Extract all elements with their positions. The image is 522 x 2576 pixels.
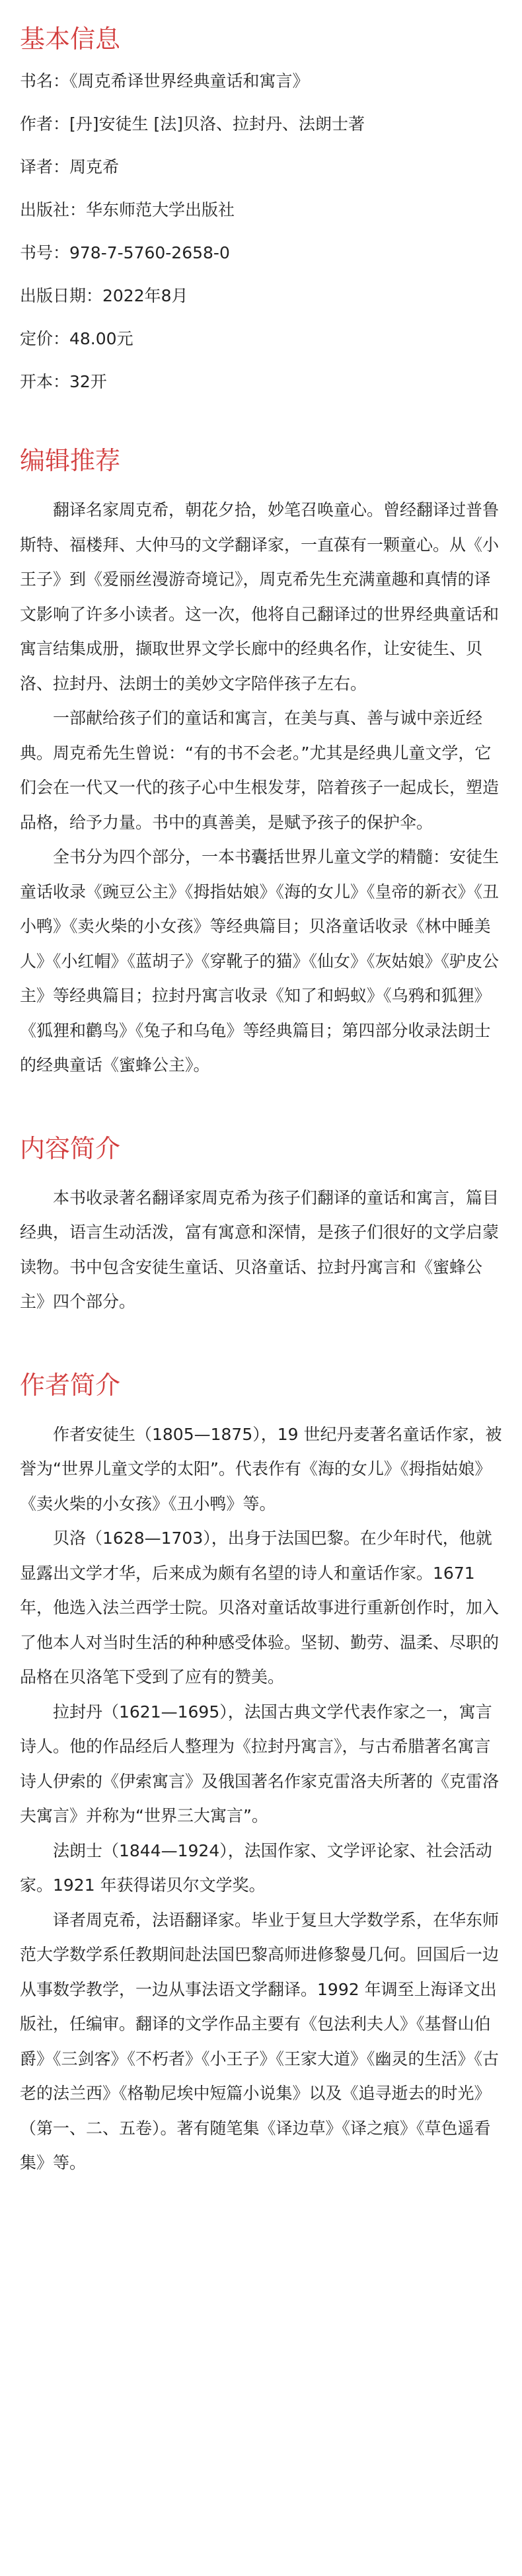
author-paragraph: 法朗士（1844—1924），法国作家、文学评论家、社会活动家。1921 年获得诺贝尔文学奖。 [20, 1840, 492, 1895]
author-line: 作者：[丹]安徒生 [法]贝洛、拉封丹、法朗士著 [20, 114, 365, 133]
content-paragraph: 本书收录著名翻译家周克希为孩子们翻译的童话和寓言，篇目经典，语言生动活泼，富有寓意和深情，是孩子们很好的文学启蒙读物。书中包含安徒生童话、贝洛童话、拉封丹寓言和《蜜蜂公主》四个部分。 [20, 1188, 500, 1311]
editor-recommend-title: 编辑推荐 [20, 446, 121, 475]
author-paragraph: 作者安徒生（1805—1875），19 世纪丹麦著名童话作家，被誉为“世界儿童文学的太阳”。代表作有《海的女儿》《拇指姑娘》《卖火柴的小女孩》《丑小鸭》等。 [20, 1424, 502, 1513]
book-info-page [0, 26, 522, 2181]
recommend-paragraph: 一部献给孩子们的童话和寓言，在美与真、善与诚中亲近经典。周克希先生曾说：“有的书不会老。”尤其是经典儿童文学，它们会在一代又一代的孩子心中生根发芽，陪着孩子一起成长，塑造品格，给予力量。书中的真善美，是赋予孩子的保护伞。 [20, 708, 500, 832]
translator-paragraph: 译者周克希，法语翻译家。毕业于复旦大学数学系，在华东师范大学数学系任教期间赴法国巴黎高师进修黎曼几何。回国后一边从事数学教学，一边从事法语文学翻译。1992 年调至上海译文出版社，任编审。翻译的文学作品主要有《包法利夫人》《基督山伯爵》《三剑客》《不朽者》《小王子》《王家大道》《幽灵的生活》《古老的法兰西》《格勒尼埃中短篇小说集》以及《追寻逝去的时光》（第一、二、五卷）。著有随笔集《译边草》《译之痕》《草色遥看集》等。 [20, 1910, 500, 2172]
author-intro-section [20, 1370, 502, 2181]
recommend-paragraph: 全书分为四个部分，一本书囊括世界儿童文学的精髓：安徒生童话收录《豌豆公主》《拇指姑娘》《海的女儿》《皇帝的新衣》《丑小鸭》《卖火柴的小女孩》等经典篇目；贝洛童话收录《林中睡美人》《小红帽》《蓝胡子》《穿靴子的猫》《仙女》《灰姑娘》《驴皮公主》等经典篇目；拉封丹寓言收录《知了和蚂蚁》《乌鸦和狐狸》《狐狸和鹳鸟》《兔子和乌龟》等经典篇目；第四部分收录法朗士的经典童话《蜜蜂公主》。 [20, 847, 500, 1075]
format-line: 开本：32开 [20, 372, 107, 391]
publisher-line: 出版社：华东师范大学出版社 [20, 200, 235, 219]
recommend-paragraph: 翻译名家周克希，朝花夕拾，妙笔召唤童心。曾经翻译过普鲁斯特、福楼拜、大仲马的文学翻译家，一直葆有一颗童心。从《小王子》到《爱丽丝漫游奇境记》，周克希先生充满童趣和真情的译文影响了许多小读者。这一次，他将自己翻译过的世界经典童话和寓言结集成册，撷取世界文学长廊中的经典名作，让安徒生、贝洛、拉封丹、法朗士的美妙文字陪伴孩子左右。 [20, 500, 500, 693]
price-line: 定价：48.00元 [20, 329, 133, 348]
publish-date-line: 出版日期：2022年8月 [20, 286, 188, 305]
editor-recommend-section [20, 448, 502, 1083]
translator-line: 译者：周克希 [20, 157, 120, 176]
author-paragraph: 贝洛（1628—1703），出身于法国巴黎。在少年时代，他就显露出文学才华，后来成为颇有名望的诗人和童话作家。1671 年，他选入法兰西学士院。贝洛对童话故事进行重新创作时，加入了他本人对当时生活的种种感受体验。坚韧、勤劳、温柔、尽职的品格在贝洛笔下受到了应有的赞美。 [20, 1529, 500, 1686]
basic-info-section [20, 26, 502, 392]
basic-info-list [20, 71, 502, 392]
author-intro-title: 作者简介 [20, 1370, 121, 1400]
author-paragraph: 拉封丹（1621—1695），法国古典文学代表作家之一，寓言诗人。他的作品经后人整理为《拉封丹寓言》，与古希腊著名寓言诗人伊索的《伊索寓言》及俄国著名作家克雷洛夫所著的《克雷洛夫寓言》并称为“世界三大寓言”。 [20, 1702, 500, 1825]
content-summary-title: 内容简介 [20, 1133, 121, 1163]
book-title-line: 书名：《周克希译世界经典童话和寓言》 [20, 71, 309, 91]
isbn-line: 书号：978-7-5760-2658-0 [20, 243, 230, 262]
content-summary-section [20, 1133, 502, 1320]
basic-info-title: 基本信息 [20, 24, 121, 54]
